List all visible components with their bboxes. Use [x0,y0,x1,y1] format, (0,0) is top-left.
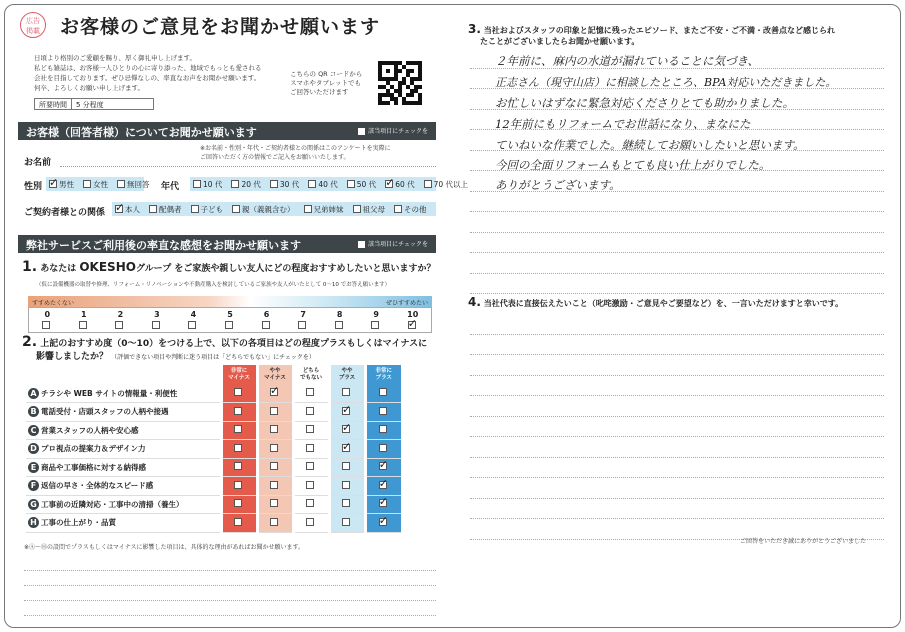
checkbox[interactable] [149,205,157,213]
grid-row-label-cell [26,477,221,496]
grid-cell [365,421,401,440]
grid-column-header: 非常に マイナス [221,365,257,384]
age-option[interactable] [308,179,337,190]
checkbox[interactable] [306,518,314,526]
time-label: 所要時間 [35,99,72,109]
age-option[interactable] [231,179,260,190]
age-option[interactable] [424,179,468,190]
seal-stamp-icon: 広告 掲載 [20,12,46,38]
grid-cell [365,458,401,477]
age-option[interactable] [193,179,222,190]
grid-cell [293,495,329,514]
grid-row [26,514,401,533]
checkbox[interactable] [353,205,361,213]
grid-row-label-cell [26,384,221,403]
checkbox[interactable] [270,518,278,526]
checkbox[interactable] [306,462,314,470]
row-letter-badge: G [28,499,39,510]
relation-option-label: その他 [404,204,427,214]
row-label: 商品や工事価格に対する納得感 [41,462,146,472]
privacy-note [200,144,436,162]
relation-option[interactable] [394,204,427,215]
checkbox[interactable] [234,388,242,396]
checkbox[interactable] [188,321,196,329]
checkbox[interactable] [342,462,350,470]
grid-row-label-cell [26,440,221,459]
handwritten-line: ありがとうございます。 [495,178,621,192]
checkbox[interactable] [234,425,242,433]
grid-cell [221,495,257,514]
checkbox[interactable] [49,180,57,188]
age-label: 年代 [161,182,180,192]
grid-row [26,421,401,440]
checkbox[interactable] [191,205,199,213]
checkbox[interactable] [306,499,314,507]
grid-cell [293,514,329,533]
q1-text-after: グループ をご家族や親しい友人にどの程度おすすめしたいと思いますか？ [135,264,436,274]
handwritten-line: 正志さん（現守山店）に相談したところ、BPA対応いただきました。 [495,76,837,89]
handwritten-line: 12年前にもリフォームでお世話になり、まなにた [495,117,751,131]
grid-row-label-cell [26,495,221,514]
grid-cell [257,440,293,459]
row-letter-badge: D [28,443,39,454]
scale-number: 2 [117,310,124,319]
relation-option[interactable] [191,204,224,215]
relation-label: ご契約者様との関係 [24,208,106,218]
grid-header-row [26,365,401,384]
checkbox[interactable] [306,407,314,415]
q3-number: 3. [468,22,481,36]
scale-high-label: ぜひすすめたい [385,300,428,307]
row-label: プロ視点の提案力＆デザイン力 [41,444,146,454]
grid-cell [221,384,257,403]
checkbox[interactable] [234,462,242,470]
checkbox[interactable] [270,425,278,433]
grid-cell [257,421,293,440]
section-impression-header [18,235,436,253]
relation-option[interactable] [115,204,140,215]
checkbox[interactable] [379,499,387,507]
grid-cell [221,477,257,496]
checkbox[interactable] [342,499,350,507]
q2-text-line: 上記のおすすめ度（0〜10）をつける上で、以下の各項目はどの程度プラスもしくはマイナスに [40,339,428,349]
gender-option[interactable] [49,179,74,190]
age-options [190,177,469,191]
checkbox[interactable] [270,407,278,415]
relation-option-label: 本人 [125,204,140,214]
grid-cell [221,403,257,422]
row-label: チラシや WEB サイトの情報量・利便性 [41,388,178,398]
scale-number: 8 [336,310,343,319]
q3-title [468,24,888,47]
checkbox[interactable] [304,205,312,213]
scale-option[interactable] [248,308,285,332]
relation-option[interactable] [232,204,295,215]
grid-cell [329,477,365,496]
relation-option-label: 祖父母 [362,204,385,214]
checkbox[interactable] [270,481,278,489]
checkbox[interactable] [262,321,270,329]
q2-text-line: 影響しましたか？ [36,352,109,362]
relation-option-label: 親（義親含む） [242,204,295,214]
checkbox[interactable] [394,205,402,213]
grid-row-label-cell [26,514,221,533]
row-letter-badge: E [28,462,39,473]
checkbox[interactable] [342,407,350,415]
handwritten-line: ２年前に、麻内の水道が漏れていることに気づき、 [495,54,760,68]
relation-option[interactable] [149,204,182,215]
q1-text-before: あなたは [40,264,77,274]
qr-line: ご回答いただけます [290,88,349,96]
handwritten-line: お忙しいはずなに緊急対応くださりとても助かりました。 [495,96,794,110]
row-label: 電話受付・店頭スタッフの人柄や接遇 [41,407,169,417]
checkbox[interactable] [83,180,91,188]
age-option-label: 40 代 [318,179,338,189]
q4-title [468,296,888,310]
qr-code-icon[interactable] [378,61,422,105]
grid-cell [329,421,365,440]
grid-cell [293,421,329,440]
q4-text: 当社代表に直接伝えたいこと（叱咤激励・ご意見やご要望など）を、一言いただけますと幸いです。 [483,299,844,308]
checkbox[interactable] [379,462,387,470]
grid-row [26,495,401,514]
scale-option[interactable] [358,308,395,332]
scale-option[interactable] [394,308,431,332]
row-label: 工事前の近隣対応・工事中の清掃（養生） [41,499,184,509]
intro-line: 私ども雑誌は、お客様一人ひとりの心に寄り添った、地域でもっとも愛される [34,64,262,72]
checkbox[interactable] [193,180,201,188]
handwritten-line: 今回の全面リフォームもとても良い仕上がりでした。 [495,158,771,172]
grid-cell [293,458,329,477]
q1-note: （仮に設備機器の取替や修理、リフォーム・リノベーションや不動産購入を検討しているご家族や友人がいたとして 0〜10 でお答え願います） [36,282,391,288]
checkbox[interactable] [408,321,416,329]
grid-row [26,440,401,459]
grid-cell [257,477,293,496]
age-option[interactable] [347,179,376,190]
grid-cell [293,384,329,403]
scale-option[interactable] [175,308,212,332]
checkbox[interactable] [379,518,387,526]
scale-low-label: すすめたくない [32,300,75,307]
grid-column-header: 非常に プラス [365,365,401,384]
relation-option[interactable] [353,204,386,215]
checkbox[interactable] [225,321,233,329]
checkbox[interactable] [270,499,278,507]
section-customer-header [18,122,436,140]
age-option-label: 60 代 [395,179,415,189]
age-option[interactable] [385,179,414,190]
row-letter-badge: B [28,406,39,417]
recommend-scale-bar [28,296,432,307]
check-note: 該当項目にチェックを [358,126,428,135]
checkbox[interactable] [371,321,379,329]
q2-title [22,336,436,364]
grid-cell [293,477,329,496]
scale-option[interactable] [285,308,322,332]
q2-reason-lines[interactable] [24,556,436,616]
checkbox[interactable] [298,321,306,329]
age-option-label: 20 代 [241,179,261,189]
qr-instructions [290,70,375,97]
scale-number: 9 [373,310,379,319]
checkbox[interactable] [115,205,123,213]
checkbox[interactable] [231,180,239,188]
checkbox[interactable] [306,388,314,396]
scale-number: 10 [407,310,419,319]
name-field[interactable] [60,166,436,167]
grid-cell [329,458,365,477]
checkbox[interactable] [306,425,314,433]
grid-cell [365,477,401,496]
grid-cell [257,458,293,477]
checkbox[interactable] [234,407,242,415]
grid-cell [221,458,257,477]
grid-cell [365,440,401,459]
relation-options [112,202,436,216]
checkbox[interactable] [385,180,393,188]
grid-cell [221,421,257,440]
qr-line: スマホやタブレットでも [290,79,362,87]
gender-option-label: 男性 [59,179,74,189]
name-label: お名前 [24,158,52,168]
row-letter-badge: A [28,388,39,399]
intro-line: 日頃より格別のご愛顧を賜り、厚く御礼申し上げます。 [34,54,196,62]
grid-cell [329,440,365,459]
grid-cell [329,514,365,533]
intro-text [34,53,284,93]
gender-option-label: 無回答 [127,179,150,189]
age-option-label: 70 代以上 [433,179,469,189]
page-title: お客様のご意見をお聞かせ願います [60,16,381,38]
grid-column-header: やや プラス [329,365,365,384]
scale-option[interactable] [102,308,139,332]
age-option-label: 50 代 [356,179,377,189]
grid-cell [293,440,329,459]
checkbox[interactable] [152,321,160,329]
row-label: 返信の早さ・全体的なスピード感 [41,481,154,491]
grid-cell [257,403,293,422]
checkbox[interactable] [270,462,278,470]
row-letter-badge: C [28,425,39,436]
grid-cell [221,440,257,459]
q1-number: 1. [22,259,38,275]
grid-row-label-cell [26,458,221,477]
q3-text-line: 当社およびスタッフの印象と記憶に残ったエピソード、またご不安・ご不満・改善点など感じられ [483,26,835,35]
q1-title [22,261,436,276]
checkbox[interactable] [42,321,50,329]
grid-column-header: やや マイナス [257,365,293,384]
age-option-label: 10 代 [203,179,223,189]
grid-cell [329,495,365,514]
impact-grid [26,365,401,533]
grid-column-header: どちら でもない [293,365,329,384]
checkbox[interactable] [342,481,350,489]
time-required-box [34,98,154,110]
section-title: お客様（回答者様）についてお聞かせ願います [26,126,257,139]
grid-row [26,458,401,477]
checkbox[interactable] [234,444,242,452]
qr-line: こちらの QR コードから [290,70,363,78]
gender-options [46,177,150,191]
grid-cell [257,514,293,533]
relation-option[interactable] [304,204,344,215]
checkbox[interactable] [306,444,314,452]
grid-cell [293,403,329,422]
q4-answer-lines[interactable] [470,314,884,540]
scale-number: 6 [263,310,270,319]
thanks-note: ご回答をいただき誠にありがとうございました [740,538,867,545]
gender-option[interactable] [83,179,108,190]
row-letter-badge: F [28,480,39,491]
scale-number: 1 [81,310,87,319]
checkbox[interactable] [232,205,240,213]
relation-option-label: 配偶者 [159,204,182,214]
checkbox[interactable] [270,180,278,188]
brand-name: OKESHO [79,260,136,274]
check-note: 該当項目にチェックを [358,239,428,248]
checkbox[interactable] [270,388,278,396]
row-label: 工事の仕上がり・品質 [41,518,116,528]
row-letter-badge: H [28,517,39,528]
grid-row-label-cell [26,403,221,422]
q2-note: （評価できない項目や判断に迷う項目は「どちらでもない」にチェックを） [111,354,315,361]
checkbox[interactable] [342,388,350,396]
scale-number: 7 [300,310,306,319]
checkbox[interactable] [270,444,278,452]
checkbox[interactable] [234,518,242,526]
checkbox[interactable] [115,321,123,329]
checkbox[interactable] [117,180,125,188]
checkbox[interactable] [342,444,350,452]
privacy-line: ※お名前・性別・年代・ご契約者様との関係はこのアンケートを実際に [200,145,391,152]
handwritten-line: ていねいな作業でした。継続してお願いしたいと思います。 [495,138,805,152]
checkbox[interactable] [306,481,314,489]
age-option[interactable] [270,179,299,190]
relation-option-label: 子ども [200,204,223,214]
grid-cell [257,384,293,403]
grid-cell [365,495,401,514]
checkbox[interactable] [342,518,350,526]
checkbox[interactable] [335,321,343,329]
checkbox[interactable] [379,425,387,433]
grid-cell [329,403,365,422]
scale-number: 0 [44,310,51,319]
gender-label: 性別 [24,182,43,192]
grid-cell [365,384,401,403]
scale-number: 5 [227,310,233,319]
gender-option-label: 女性 [93,179,108,189]
checkbox[interactable] [424,180,432,188]
grid-cell [257,495,293,514]
checkbox[interactable] [234,481,242,489]
relation-option-label: 兄弟姉妹 [313,204,344,214]
age-option-label: 30 代 [279,179,300,189]
q2-number: 2. [22,334,38,350]
grid-row [26,403,401,422]
grid-cell [221,514,257,533]
scale-option[interactable] [212,308,249,332]
qr-module [418,101,422,105]
intro-line: 会社を目指しております。ぜひ忌憚なしの、率直なお声をお聞かせ願います。 [34,74,261,82]
scale-option[interactable] [66,308,103,332]
gender-option[interactable] [117,179,150,190]
grid-row [26,477,401,496]
scale-option[interactable] [321,308,358,332]
checkbox[interactable] [379,444,387,452]
checkbox[interactable] [308,180,316,188]
checkbox[interactable] [379,407,387,415]
time-value: 5 分程度 [76,101,104,109]
scale-option[interactable] [139,308,176,332]
row-label: 営業スタッフの人柄や安心感 [41,425,139,435]
checkbox[interactable] [234,499,242,507]
grid-cell [365,403,401,422]
checkbox[interactable] [342,425,350,433]
recommend-scale [28,307,432,333]
intro-line: 何卒、よろしくお願い申し上げます。 [34,84,144,92]
grid-row-label-cell [26,421,221,440]
scale-number: 3 [154,310,160,319]
section-title: 弊社サービスご利用後の率直な感想をお聞かせ願います [26,239,301,252]
q2-footnote: ※Ⓐ〜Ⓗの設問でプラスもしくはマイナスに影響した項目は、具体的な理由があればお聞かせ願います。 [24,544,305,551]
checkbox[interactable] [379,388,387,396]
checkbox[interactable] [379,481,387,489]
privacy-line: ご回答いただく方の情報でご記入をお願いいたします。 [200,154,350,161]
q4-number: 4. [468,295,481,309]
grid-cell [329,384,365,403]
scale-option[interactable] [29,308,66,332]
checkbox[interactable] [347,180,355,188]
q3-text-line: たことがございましたらお聞かせ願います。 [480,37,640,46]
grid-row [26,384,401,403]
scale-number: 4 [190,310,197,319]
checkbox[interactable] [79,321,87,329]
grid-cell [365,514,401,533]
